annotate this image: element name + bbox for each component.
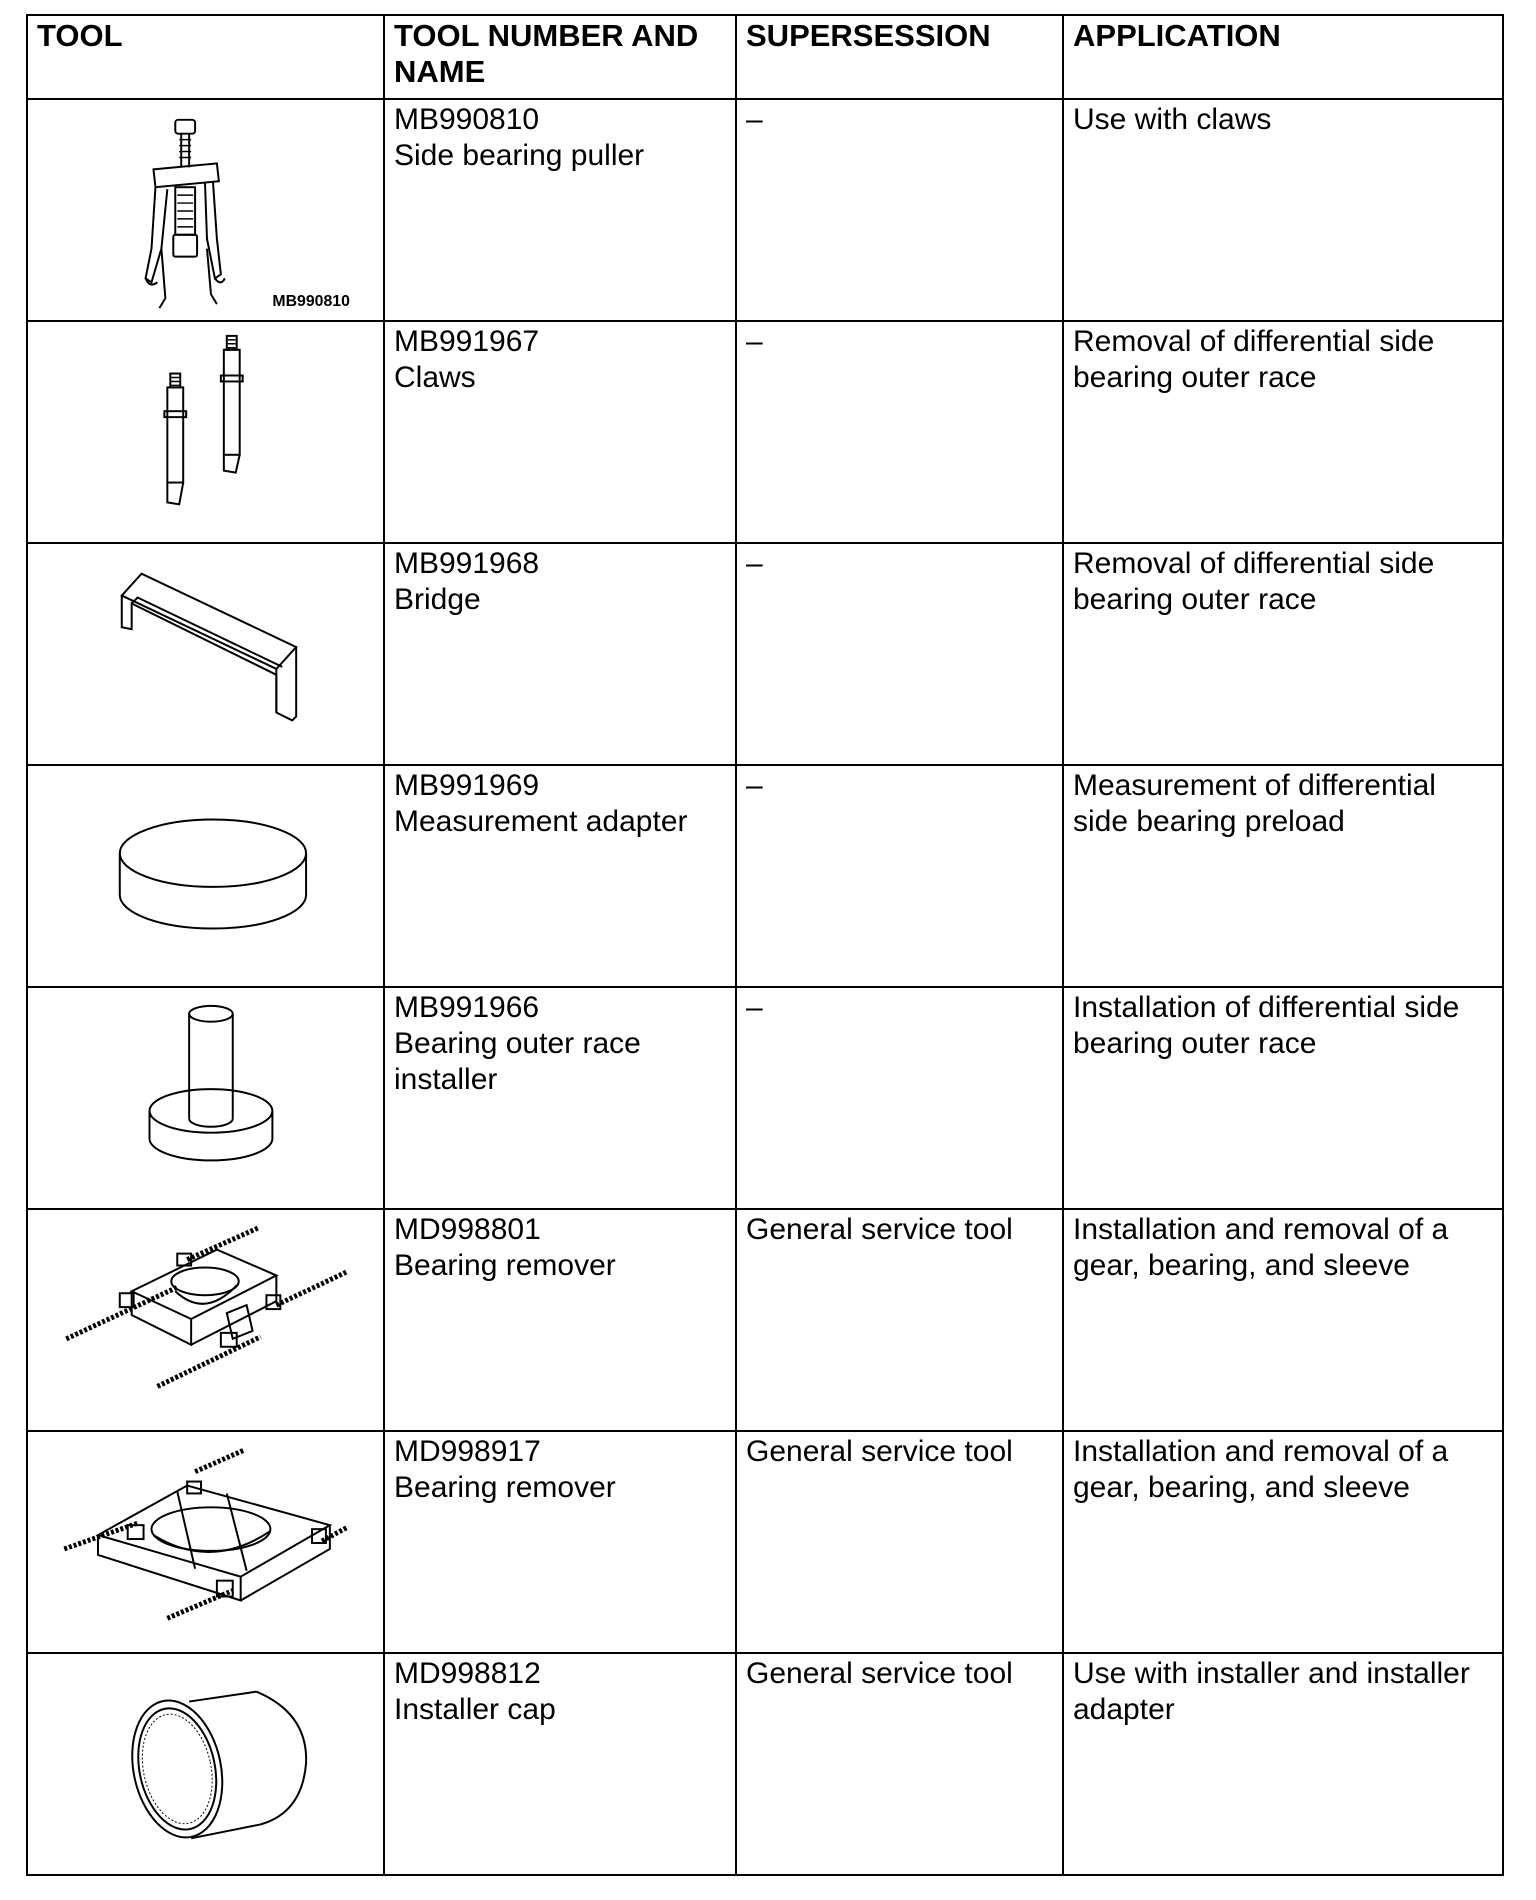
table-row: [27, 987, 1503, 1209]
header-tool-number-and-name: TOOL NUMBER AND NAME: [384, 15, 736, 99]
bearing-remover-icon: [28, 1210, 383, 1430]
table-header-row: [27, 15, 1503, 99]
special-tools-table: [26, 14, 1504, 1876]
supersession-cell: –: [736, 321, 1063, 543]
bridge-icon: [28, 544, 383, 764]
tool-name: Bearing remover: [394, 1249, 616, 1282]
tool-name: Claws: [394, 361, 476, 394]
table-row: [27, 321, 1503, 543]
tool-image-cell: [27, 1653, 384, 1875]
tool-number-name-cell: [384, 543, 736, 765]
table-row: [27, 99, 1503, 321]
side-bearing-puller-icon: [28, 100, 383, 320]
tool-image-label: MB990810: [272, 293, 350, 311]
tool-image-cell: [27, 1431, 384, 1653]
tool-number-name-cell: [384, 99, 736, 321]
tool-number: MB991967: [394, 325, 540, 358]
header-application: APPLICATION: [1063, 15, 1503, 99]
tool-number-name-cell: [384, 1431, 736, 1653]
supersession-cell: –: [736, 543, 1063, 765]
tool-image-cell: [27, 1209, 384, 1431]
application-cell: Installation and removal of a gear, bearing, and sleeve: [1063, 1209, 1503, 1431]
tool-image-cell: [27, 765, 384, 987]
tool-number: MB991969: [394, 769, 540, 802]
application-cell: Measurement of differential side bearing preload: [1063, 765, 1503, 987]
tool-image-cell: [27, 543, 384, 765]
table-row: [27, 543, 1503, 765]
header-tool: TOOL: [27, 15, 384, 99]
tool-number: MD998812: [394, 1657, 541, 1690]
tool-number: MB990810: [394, 103, 540, 136]
tool-number-name-cell: [384, 321, 736, 543]
tool-number-name-cell: [384, 1653, 736, 1875]
tool-number: MB991968: [394, 547, 540, 580]
application-cell: Removal of differential side bearing outer race: [1063, 543, 1503, 765]
tool-number: MB991966: [394, 991, 540, 1024]
table-row: [27, 1209, 1503, 1431]
tool-number-name-cell: [384, 765, 736, 987]
claws-icon: [28, 322, 383, 542]
application-cell: Installation of differential side bearing outer race: [1063, 987, 1503, 1209]
installer-cap-icon: [28, 1654, 383, 1874]
bearing-remover-large-icon: [28, 1432, 383, 1652]
table-row: [27, 1431, 1503, 1653]
table-row: [27, 765, 1503, 987]
tool-number: MD998917: [394, 1435, 541, 1468]
header-supersession: SUPERSESSION: [736, 15, 1063, 99]
supersession-cell: –: [736, 987, 1063, 1209]
supersession-cell: –: [736, 99, 1063, 321]
supersession-cell: General service tool: [736, 1209, 1063, 1431]
measurement-adapter-icon: [28, 766, 383, 986]
tool-number-name-cell: [384, 987, 736, 1209]
tool-name: Measurement adapter: [394, 805, 688, 838]
tool-name: Installer cap: [394, 1693, 556, 1726]
tool-name: Bearing remover: [394, 1471, 616, 1504]
tool-image-cell: [27, 99, 384, 321]
supersession-cell: General service tool: [736, 1653, 1063, 1875]
tool-number-name-cell: [384, 1209, 736, 1431]
tool-number: MD998801: [394, 1213, 541, 1246]
application-cell: Use with claws: [1063, 99, 1503, 321]
bearing-outer-race-installer-icon: [28, 988, 383, 1208]
supersession-cell: General service tool: [736, 1431, 1063, 1653]
tool-name: Bridge: [394, 583, 481, 616]
tool-name: Bearing outer race installer: [394, 1027, 641, 1096]
application-cell: Use with installer and installer adapter: [1063, 1653, 1503, 1875]
table-row: [27, 1653, 1503, 1875]
supersession-cell: –: [736, 765, 1063, 987]
tool-image-cell: [27, 321, 384, 543]
application-cell: Removal of differential side bearing outer race: [1063, 321, 1503, 543]
application-cell: Installation and removal of a gear, bearing, and sleeve: [1063, 1431, 1503, 1653]
tool-name: Side bearing puller: [394, 139, 645, 172]
tool-image-cell: [27, 987, 384, 1209]
